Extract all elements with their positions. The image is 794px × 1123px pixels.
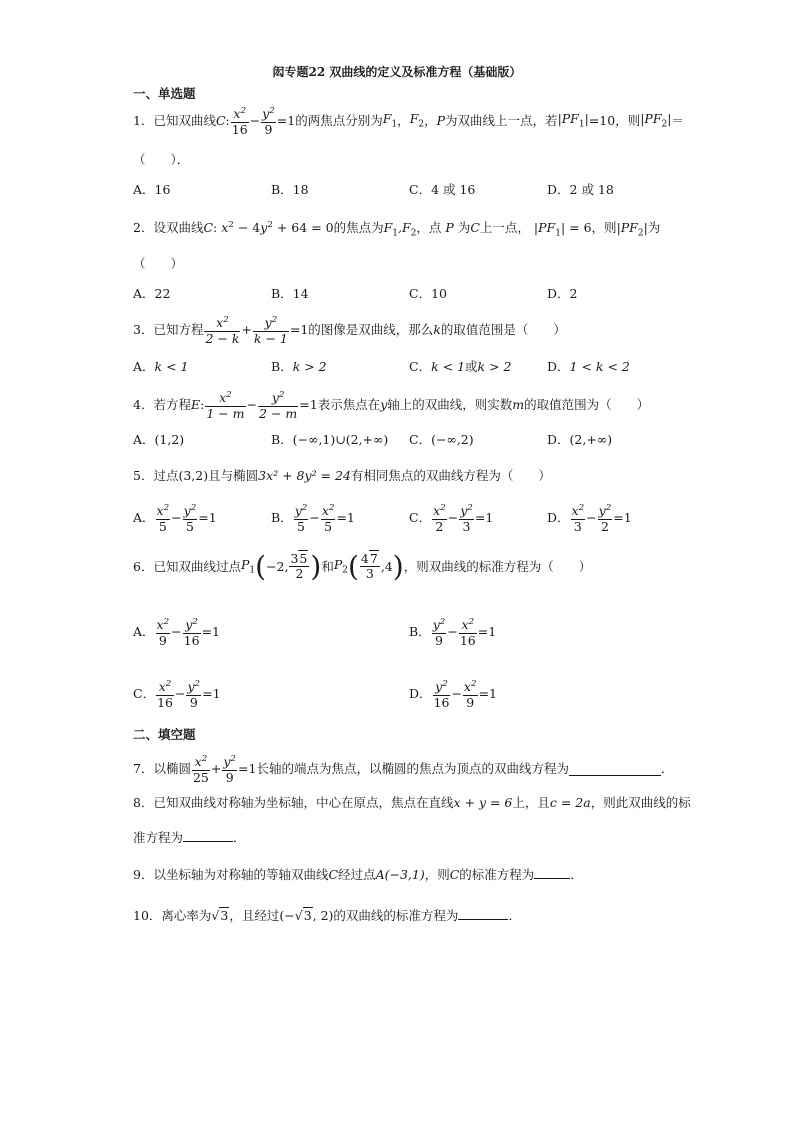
question-2: 2．设双曲线C: $x^2 - 4y^2 + 64 = 0$的焦点为$F_1,F_2$，点 P 为C上一点， $|PF_1| = 6$，则$|PF_2|$为	[133, 220, 661, 239]
option-c: C．4 或 16	[409, 182, 476, 197]
question-number: 3．	[133, 322, 154, 338]
option-c: C． $\frac{x^2}{2}$ − $\frac{y^2}{3}$ =1	[409, 503, 494, 534]
question-text: 的标准方程为	[459, 867, 535, 882]
question-text: 的双曲线的标准方程为	[333, 908, 459, 923]
question-number: 1．	[133, 113, 154, 129]
question-text: 已知方程	[153, 322, 204, 338]
math-expr: $F_1$	[382, 111, 398, 130]
math-expr: $|PF_1|$	[557, 111, 589, 130]
question-text: 为	[647, 220, 661, 236]
question-text: 以椭圆	[153, 761, 191, 777]
question-text: 的图像是双曲线，那么	[308, 322, 434, 338]
question-5	[133, 470, 551, 483]
question-text: ，则双曲线的标准方程为（ ）	[403, 558, 592, 574]
question-text: 过点	[153, 468, 179, 483]
question-text: 的取值范围是（ ）	[440, 322, 566, 338]
option-d: D．2 或 18	[547, 182, 614, 197]
math-expr: A(−3,1)	[375, 867, 425, 882]
question-text: 已知双曲线对称轴为坐标轴，中心在原点，焦点在直线	[153, 795, 454, 810]
math-expr: x + y = 6	[453, 795, 513, 810]
option-b: B． $\frac{y^2}{5}$ − $\frac{x^2}{5}$ =1	[271, 503, 355, 534]
option-c: C． $\frac{x^2}{16}$ − $\frac{y^2}{9}$ =1	[133, 679, 221, 710]
question-text: 设双曲线	[153, 220, 204, 236]
question-6: 6． 已知双曲线过点 $P_1$ ( −2, $\frac{35}{2}$ ) 和 $P_2$ ( $\frac{47}{3}$ ,4 ) ，则双曲线的标准方程为（ ）	[133, 549, 592, 583]
question-text: 的两焦点分别为	[295, 113, 383, 129]
question-8	[133, 797, 691, 810]
question-text: 轴上的双曲线，则实数	[387, 397, 513, 413]
question-text: 的焦点为	[333, 220, 384, 236]
question-9: 9．以坐标轴为对称轴的等轴双曲线C经过点A(−3,1)，则C的标准方程为 ．	[133, 867, 583, 882]
section-fill-blank: 二、填空题	[133, 727, 196, 742]
option-b: B．k > 2	[271, 359, 327, 374]
fraction: $\frac{y^2}{9}$	[262, 106, 275, 137]
option-c: C．k < 1或k > 2	[409, 359, 512, 374]
question-1: 1． 已知双曲线 C : $\frac{x^2}{16}$ − $\frac{y^2}{9}$ =1 的两焦点分别为 $F_1$ ， $F_2$ ， P 为双曲线上一点，若 $|PF_1|$ =10 ，则 $|PF_2|$ ＝	[133, 106, 684, 137]
option-b: B． $\frac{y^2}{9}$ − $\frac{x^2}{16}$ =1	[409, 617, 497, 648]
question-text: 已知双曲线	[153, 113, 216, 129]
question-text: 上，且	[512, 795, 550, 810]
option-a: A．(1,2)	[133, 432, 185, 447]
answer-blank[interactable]	[569, 763, 661, 776]
option-b: B．14	[271, 286, 309, 301]
question-text: ，且经过	[229, 908, 280, 923]
question-number: 8．	[133, 795, 154, 810]
answer-blank[interactable]	[458, 907, 508, 920]
option-d: D． $\frac{x^2}{3}$ − $\frac{y^2}{2}$ =1	[547, 503, 632, 534]
question-number: 5．	[133, 468, 154, 483]
question-text: 和	[321, 558, 334, 574]
math-expr: $F_2$	[409, 111, 425, 130]
math-expr: c = 2a	[549, 795, 591, 810]
option-b: B．(−∞,1)∪(2,+∞)	[271, 432, 389, 447]
page-title: 闳专题22 双曲线的定义及标准方程（基础版）	[272, 65, 522, 79]
question-text: 有相同焦点的双曲线方程为（ ）	[350, 468, 551, 483]
question-text: 且与椭圆	[208, 468, 259, 483]
question-text: ，则	[424, 867, 450, 882]
question-text: 经过点	[338, 867, 376, 882]
option-a: A．k < 1	[133, 359, 189, 374]
question-text: 的取值范围为（ ）	[524, 397, 650, 413]
question-text: 离心率为	[161, 908, 212, 923]
question-8-line2: 准方程为 ．	[133, 830, 246, 845]
question-number: 7．	[133, 761, 154, 777]
question-text: 上一点，	[479, 220, 530, 236]
option-a: A．16	[133, 182, 171, 197]
question-7: 7． 以椭圆 $\frac{x^2}{25}$ + $\frac{y^2}{9}$ =1 长轴的端点为焦点，以椭圆的焦点为顶点的双曲线方程为 ．	[133, 754, 674, 785]
question-text: 为双曲线上一点，若	[445, 113, 558, 129]
question-number: 10．	[133, 908, 162, 923]
question-number: 4．	[133, 397, 154, 413]
question-text: 已知双曲线过点	[153, 558, 241, 574]
option-d: D．1 < k < 2	[547, 359, 630, 374]
question-text: 表示焦点在	[317, 397, 381, 413]
question-number: 6．	[133, 558, 154, 574]
option-d: D． $\frac{y^2}{16}$ − $\frac{x^2}{9}$ =1	[409, 679, 497, 710]
question-10: 10．离心率为√3，且经过(−√3, 2)的双曲线的标准方程为 ．	[133, 908, 521, 923]
option-d: D．(2,+∞)	[547, 432, 613, 447]
option-d: D．2	[547, 286, 578, 301]
question-text: 为	[457, 220, 471, 236]
math-expr: C	[215, 113, 226, 129]
option-c: C．10	[409, 286, 447, 301]
question-2-paren: （ ）	[133, 256, 184, 271]
option-a: A．22	[133, 286, 171, 301]
question-text: 以坐标轴为对称轴的等轴双曲线	[153, 867, 329, 882]
option-c: C．(−∞,2)	[409, 432, 474, 447]
section-single-choice: 一、单选题	[133, 86, 196, 101]
option-b: B．18	[271, 182, 309, 197]
math-expr: (3,2)	[178, 468, 209, 483]
question-number: 9．	[133, 867, 154, 882]
question-text: ＝	[671, 113, 684, 129]
question-text: 若方程	[153, 397, 191, 413]
option-a: A． $\frac{x^2}{9}$ − $\frac{y^2}{16}$ =1	[133, 617, 220, 648]
fraction: $\frac{x^2}{16}$	[231, 106, 248, 137]
question-number: 2．	[133, 220, 154, 236]
question-text: ，则	[615, 113, 641, 129]
question-text: ，则此双曲线的标	[590, 795, 691, 810]
answer-blank[interactable]	[534, 866, 570, 879]
question-text: 准方程为	[133, 830, 184, 845]
math-expr: $|PF_2|$	[640, 111, 672, 130]
question-text: ，则	[591, 220, 617, 236]
question-text: ，点	[416, 220, 442, 236]
question-4: 4． 若方程 E : $\frac{x^2}{1 - m}$ − $\frac{y^2}{2 - m}$ =1 表示焦点在 y 轴上的双曲线，则实数 m 的取值范围为（ ）	[133, 390, 650, 421]
option-a: A． $\frac{x^2}{5}$ − $\frac{y^2}{5}$ =1	[133, 503, 217, 534]
question-1-paren: （ ）．	[133, 152, 190, 167]
math-expr: 3x² + 8y² = 24	[258, 468, 351, 483]
question-3: 3． 已知方程 $\frac{x^2}{2 - k}$ + $\frac{y^2}{k - 1}$ =1 的图像是双曲线，那么 k 的取值范围是（ ）	[133, 315, 566, 346]
answer-blank[interactable]	[183, 829, 233, 842]
question-text: 长轴的端点为焦点，以椭圆的焦点为顶点的双曲线方程为	[256, 761, 569, 777]
